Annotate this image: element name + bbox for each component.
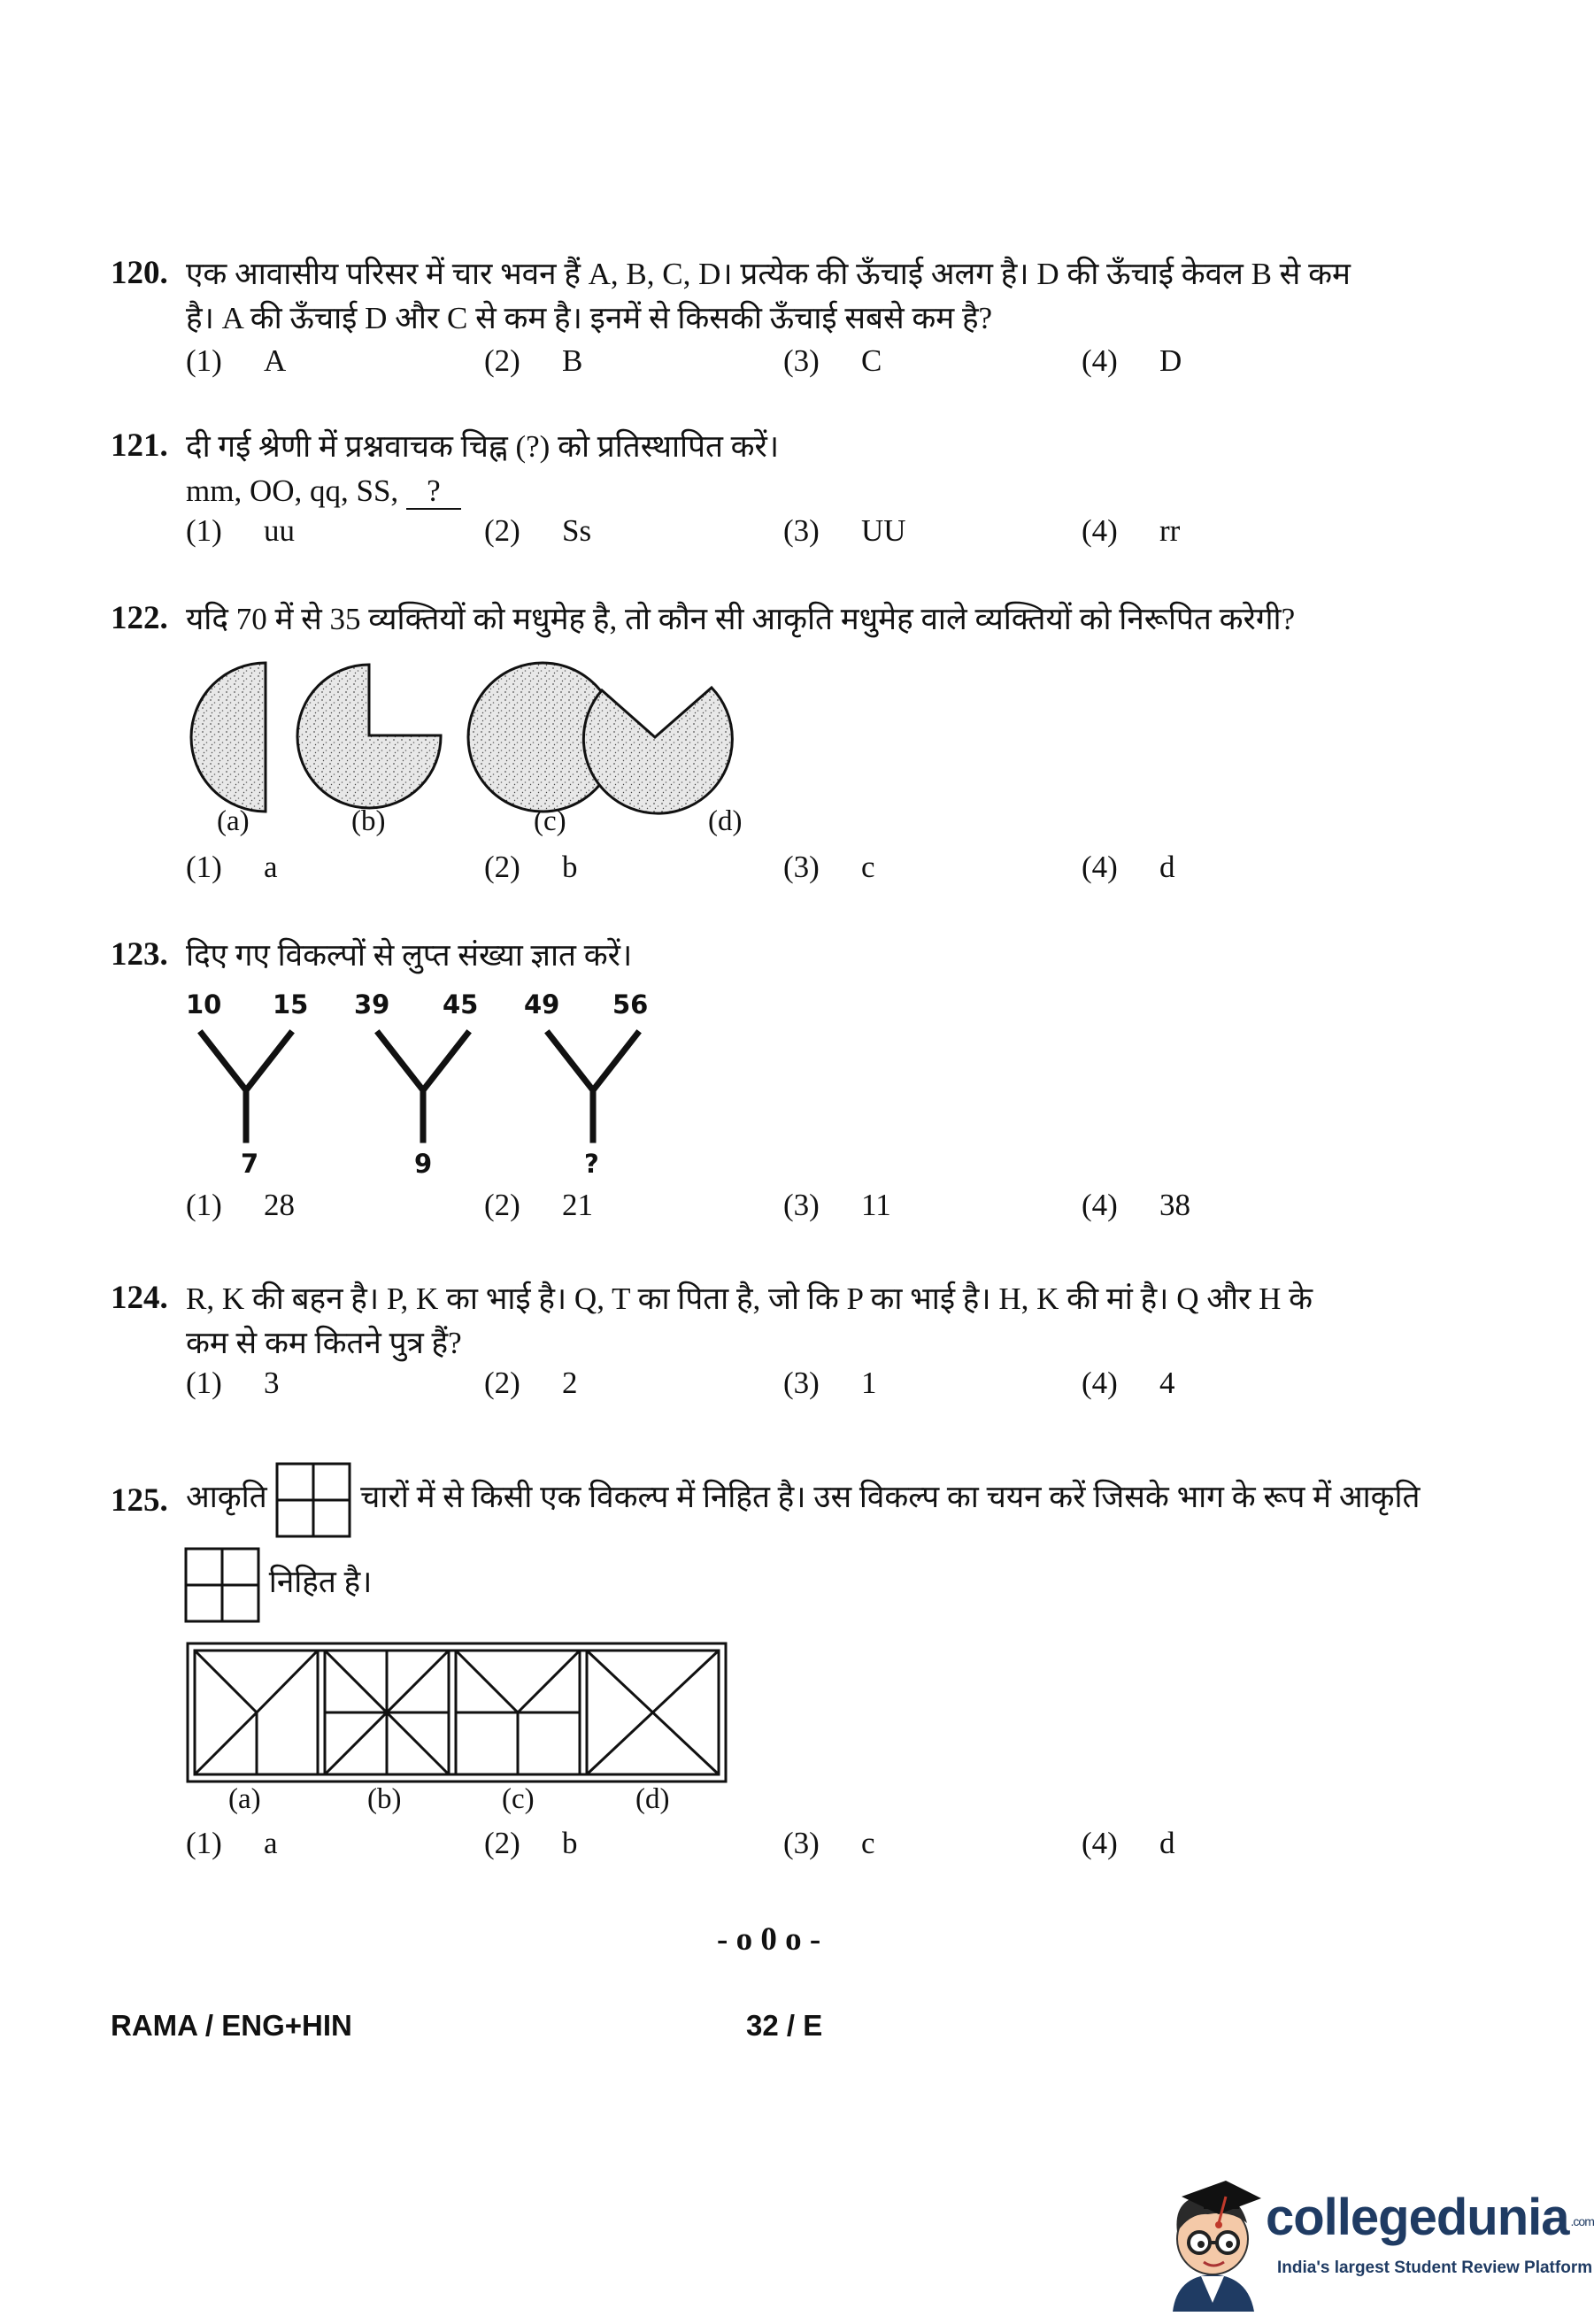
option-4[interactable]: (4) d xyxy=(1082,1826,1175,1860)
question-125 xyxy=(111,1458,1465,1644)
figure-label-d: (d) xyxy=(708,805,743,837)
footer-page-number: 32 / E xyxy=(746,2009,823,2042)
question-text xyxy=(186,425,1465,513)
y2-right-number: 45 xyxy=(443,989,479,1020)
figure-a-half-circle xyxy=(191,663,266,812)
y-figure-3 xyxy=(549,1034,637,1140)
option-2[interactable]: (2) Ss xyxy=(484,513,592,548)
figure-label-a: (a) xyxy=(217,805,250,837)
question-text xyxy=(186,1458,1465,1623)
figure-label-b: (b) xyxy=(351,805,386,837)
question-line: यदि 70 में से 35 व्यक्तियों को मधुमेह है, तो कौन सी आकृति मधुमेह वाले व्यक्तियों को निरूपित करेगी? xyxy=(186,602,1296,636)
option-4[interactable]: (4) d xyxy=(1082,850,1175,884)
option-3[interactable]: (3) UU xyxy=(783,513,906,548)
end-mark: - o 0 o - xyxy=(717,1921,821,1958)
y3-right-number: 56 xyxy=(612,989,649,1020)
option-figure-label-d: (d) xyxy=(635,1783,670,1815)
watermark-logo xyxy=(1155,2170,1594,2312)
option-4[interactable]: (4) 38 xyxy=(1082,1188,1190,1222)
option-1[interactable]: (1) a xyxy=(186,850,278,884)
option-2[interactable]: (2) b xyxy=(484,850,578,884)
option-4[interactable]: (4) 4 xyxy=(1082,1366,1175,1400)
option-4[interactable]: (4) D xyxy=(1082,343,1182,378)
grid-square-figure-icon xyxy=(274,1461,352,1539)
figure-label-c: (c) xyxy=(534,805,566,837)
question-line: है। A की ऊँचाई D और C से कम है। इनमें से किसकी ऊँचाई सबसे कम है? xyxy=(186,301,993,335)
series-line: mm, OO, qq, SS, ? xyxy=(186,469,1465,513)
option-figure-d xyxy=(587,1651,719,1774)
option-1[interactable]: (1) 28 xyxy=(186,1188,295,1222)
y1-left-number: 10 xyxy=(186,989,222,1020)
y-figure-2 xyxy=(379,1034,467,1140)
question-122-options xyxy=(111,850,1465,903)
question-text xyxy=(186,597,1465,642)
question-125-options xyxy=(111,1826,1465,1879)
option-figure-c xyxy=(456,1651,580,1774)
option-2[interactable]: (2) B xyxy=(484,343,583,378)
question-number: 121. xyxy=(111,427,168,464)
question-number: 122. xyxy=(111,600,168,636)
option-1[interactable]: (1) A xyxy=(186,343,287,378)
option-3[interactable]: (3) 11 xyxy=(783,1188,891,1222)
option-3[interactable]: (3) c xyxy=(783,1826,875,1860)
question-124 xyxy=(111,1277,1465,1419)
question-number: 123. xyxy=(111,936,168,973)
option-3[interactable]: (3) c xyxy=(783,850,875,884)
brand-tagline: India's largest Student Review Platform xyxy=(1277,2259,1593,2277)
question-text xyxy=(186,1277,1465,1366)
grid-square-figure-icon xyxy=(183,1546,261,1624)
question-line: दी गई श्रेणी में प्रश्नवाचक चिह्न (?) को प्रतिस्थापित करें। xyxy=(186,429,780,464)
y2-left-number: 39 xyxy=(354,989,390,1020)
y1-bottom-number: 7 xyxy=(241,1149,259,1179)
option-figure-label-b: (b) xyxy=(367,1783,402,1815)
question-120 xyxy=(111,252,1465,394)
y1-right-number: 15 xyxy=(273,989,309,1020)
brand-name: collegedunia .com xyxy=(1266,2189,1594,2246)
figure-d-pacman xyxy=(583,688,732,813)
option-figure-label-c: (c) xyxy=(502,1783,535,1815)
options xyxy=(186,1188,1460,1232)
option-figure-b xyxy=(325,1651,449,1774)
option-figure-label-a: (a) xyxy=(228,1783,261,1815)
options xyxy=(186,513,1460,558)
question-line: दिए गए विकल्पों से लुप्त संख्या ज्ञात करें। xyxy=(186,938,633,973)
option-2[interactable]: (2) 2 xyxy=(484,1366,578,1400)
option-4[interactable]: (4) rr xyxy=(1082,513,1181,548)
pie-figures xyxy=(177,650,814,827)
question-121 xyxy=(111,425,1465,566)
option-figure-a xyxy=(195,1651,318,1774)
footer-booklet-code: RAMA / ENG+HIN xyxy=(111,2009,352,2042)
brand-tld: .com xyxy=(1570,2213,1594,2228)
question-123-options xyxy=(111,1188,1465,1241)
y-figure-1 xyxy=(202,1034,290,1140)
figure-b-three-quarter-circle xyxy=(297,665,441,808)
question-text xyxy=(186,934,1465,978)
series-blank: ? xyxy=(406,474,461,510)
option-3[interactable]: (3) 1 xyxy=(783,1366,877,1400)
question-text xyxy=(186,252,1465,341)
option-figures-strip xyxy=(186,1642,728,1783)
options xyxy=(186,1366,1460,1410)
y2-bottom-number: 9 xyxy=(414,1149,433,1179)
question-number: 120. xyxy=(111,255,168,291)
y3-left-number: 49 xyxy=(524,989,560,1020)
options xyxy=(186,850,1460,894)
option-3[interactable]: (3) C xyxy=(783,343,882,378)
question-line: एक आवासीय परिसर में चार भवन हैं A, B, C, D। प्रत्येक की ऊँचाई अलग है। D की ऊँचाई केवल B से कम xyxy=(186,257,1351,291)
y3-bottom-number: ? xyxy=(584,1149,599,1179)
question-line: आकृति चारों में से किसी एक विकल्प में निहित है। उस विकल्प का चयन करें जिसके भाग के रूप में आकृति xyxy=(186,1458,1465,1536)
options xyxy=(186,1826,1460,1870)
question-number: 125. xyxy=(111,1482,168,1519)
question-line: R, K की बहन है। P, K का भाई है। Q, T का पिता है, जो कि P का भाई है। H, K की मां है। Q और H के xyxy=(186,1281,1313,1316)
option-1[interactable]: (1) uu xyxy=(186,513,295,548)
question-line: कम से कम कितने पुत्र हैं? xyxy=(186,1326,462,1360)
option-2[interactable]: (2) 21 xyxy=(484,1188,593,1222)
y-figures xyxy=(177,1018,673,1150)
question-123 xyxy=(111,934,1465,987)
mascot-icon xyxy=(1155,2170,1270,2312)
option-1[interactable]: (1) 3 xyxy=(186,1366,280,1400)
option-1[interactable]: (1) a xyxy=(186,1826,278,1860)
question-line: निहित है। xyxy=(183,1542,1465,1623)
option-2[interactable]: (2) b xyxy=(484,1826,578,1860)
question-number: 124. xyxy=(111,1280,168,1316)
options xyxy=(186,343,1460,388)
